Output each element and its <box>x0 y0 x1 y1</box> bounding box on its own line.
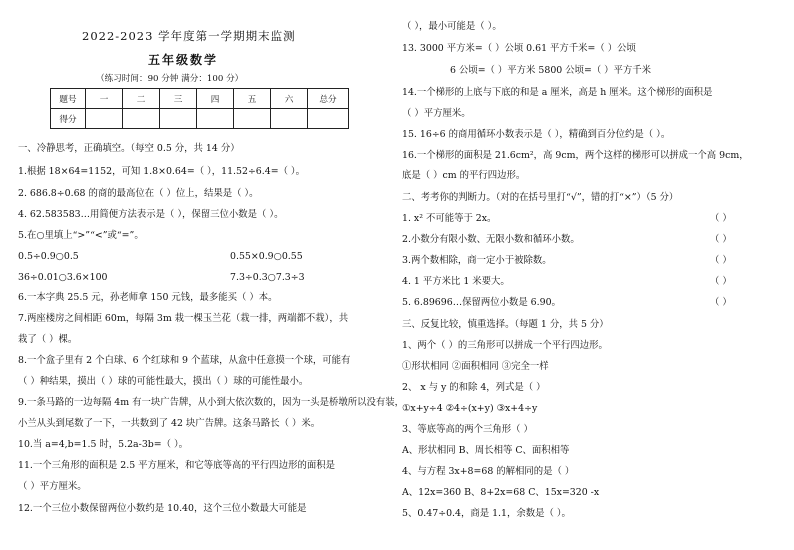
score-table-score-row <box>51 109 349 129</box>
score-cell[interactable] <box>308 109 349 129</box>
judge-answer-blank[interactable]: （ ） <box>710 255 732 266</box>
question-line: 6.一本字典 25.5 元，孙老师拿 150 元钱，最多能买（ ）本。 <box>18 292 278 303</box>
question-line: （ ），最小可能是（ ）。 <box>402 21 502 32</box>
choice-options: ①形状相同 ②面积相同 ③完全一样 <box>402 361 549 372</box>
question-line: 10.当 a=4,b=1.5 时，5.2a-3b=（ ）。 <box>18 439 189 450</box>
compare-item: 7.3÷0.3○7.3÷3 <box>230 272 305 283</box>
question-line: 底是（ ）cm 的平行四边形。 <box>402 170 526 181</box>
question-line: 16.一个梯形的面积是 21.6cm²，高 9cm，两个这样的梯形可以拼成一个高 9cm， <box>402 150 749 161</box>
question-line: 15. 16÷6 的商用循环小数表示是（ ），精确到百分位约是（ ）。 <box>402 129 671 140</box>
question-line: 7.两座楼房之间相距 60m，每隔 3m 栽一棵玉兰花（栽一排，两端都不栽），共 <box>18 313 349 324</box>
compare-item: 0.55×0.9○0.55 <box>230 251 303 262</box>
question-line: 栽了（ ）棵。 <box>18 334 78 345</box>
exam-info: （练习时间：90 分钟 满分：100 分） <box>96 74 244 84</box>
score-cell[interactable] <box>271 109 308 129</box>
judge-answer-blank[interactable]: （ ） <box>710 213 732 224</box>
question-line: 2. 686.8÷0.68 的商的最高位在（ ）位上，结果是（ ）。 <box>18 188 259 199</box>
judge-item: 4. 1 平方米比 1 米要大。 <box>402 276 510 287</box>
question-line: 12.一个三位小数保留两位小数约是 10.40，这个三位小数最大可能是 <box>18 503 307 514</box>
score-table-header-cell: 四 <box>197 89 234 109</box>
section-2-heading: 二、考考你的判断力。（对的在括号里打“√”，错的打“×”）（5 分） <box>402 192 679 203</box>
compare-item: 0.5÷0.9○0.5 <box>18 251 79 262</box>
score-table-header-cell: 题号 <box>51 89 86 109</box>
choice-question: 3、等底等高的两个三角形（ ） <box>402 424 533 435</box>
choice-question: 1、两个（ ）的三角形可以拼成一个平行四边形。 <box>402 340 608 351</box>
score-table-header-row <box>51 89 349 109</box>
judge-item: 3.两个数相除，商一定小于被除数。 <box>402 255 552 266</box>
judge-answer-blank[interactable]: （ ） <box>710 234 732 245</box>
exam-title: 2022-2023 学年度第一学期期末监测 <box>82 29 296 43</box>
choice-options: A、12x=360 B、8+2x=68 C、15x=320 -x <box>402 487 600 498</box>
question-line: 9.一条马路的一边每隔 4m 有一块广告牌，从小到大依次数的，因为一头是桥墩所以没有装， <box>18 397 405 408</box>
question-line: （ ）平方厘米。 <box>18 481 87 492</box>
section-3-heading: 三、反复比较，慎重选择。（每题 1 分，共 5 分） <box>402 319 609 330</box>
choice-question: 4、与方程 3x+8=68 的解相同的是（ ） <box>402 466 575 477</box>
score-cell[interactable] <box>197 109 234 129</box>
judge-item: 5. 6.89696…保留两位小数是 6.90。 <box>402 297 561 308</box>
choice-question: 2、 x 与 y 的和除 4，列式是（ ） <box>402 382 546 393</box>
choice-question: 5、0.47÷0.4，商是 1.1，余数是（ ）。 <box>402 508 571 519</box>
score-table-header-cell: 五 <box>234 89 271 109</box>
question-line: 11.一个三角形的面积是 2.5 平方厘米，和它等底等高的平行四边形的面积是 <box>18 460 336 471</box>
score-table-header-cell: 六 <box>271 89 308 109</box>
question-line: 5.在○里填上“>”“<”或“=”。 <box>18 230 144 241</box>
judge-item: 2.小数分有限小数、无限小数和循环小数。 <box>402 234 580 245</box>
question-line: 14.一个梯形的上底与下底的和是 a 厘米，高是 h 厘米。这个梯形的面积是 <box>402 87 713 98</box>
question-line: 1.根据 18×64=1152，可知 1.8×0.64=（ ），11.52÷6.4=（ ）。 <box>18 166 305 177</box>
question-line: （ ）平方厘米。 <box>402 108 471 119</box>
score-table-header-cell: 三 <box>160 89 197 109</box>
exam-subtitle: 五年级数学 <box>148 53 219 67</box>
score-cell[interactable] <box>160 109 197 129</box>
judge-answer-blank[interactable]: （ ） <box>710 297 732 308</box>
question-line: 小兰从头到尾数了一下，一共数到了 42 块广告牌。这条马路长（ ）米。 <box>18 418 321 429</box>
compare-item: 36÷0.01○3.6×100 <box>18 272 108 283</box>
score-table-header-cell: 二 <box>123 89 160 109</box>
question-line: （ ）种结果，摸出（ ）球的可能性最大，摸出（ ）球的可能性最小。 <box>18 376 309 387</box>
choice-options: A、形状相同 B、周长相等 C、面积相等 <box>402 445 570 456</box>
judge-answer-blank[interactable]: （ ） <box>710 276 732 287</box>
score-table-header-cell: 总分 <box>308 89 349 109</box>
question-line: 6 公顷=（ ）平方米 5800 公顷=（ ）平方千米 <box>450 65 652 76</box>
question-line: 4. 62.583583…用简便方法表示是（ ），保留三位小数是（ ）。 <box>18 209 284 220</box>
score-cell[interactable] <box>123 109 160 129</box>
section-1-heading: 一、冷静思考，正确填空。（每空 0.5 分，共 14 分） <box>18 143 240 154</box>
score-row-label: 得分 <box>51 109 86 129</box>
score-table <box>50 88 349 129</box>
choice-options: ①x+y÷4 ②4÷(x+y) ③x+4÷y <box>402 403 538 414</box>
score-cell[interactable] <box>234 109 271 129</box>
question-line: 8.一个盒子里有 2 个白球、6 个红球和 9 个蓝球，从盒中任意摸一个球，可能有 <box>18 355 351 366</box>
judge-item: 1. x² 不可能等于 2x。 <box>402 213 497 224</box>
score-cell[interactable] <box>86 109 123 129</box>
question-line: 13. 3000 平方米=（ ）公顷 0.61 平方千米=（ ）公顷 <box>402 43 636 54</box>
score-table-header-cell: 一 <box>86 89 123 109</box>
